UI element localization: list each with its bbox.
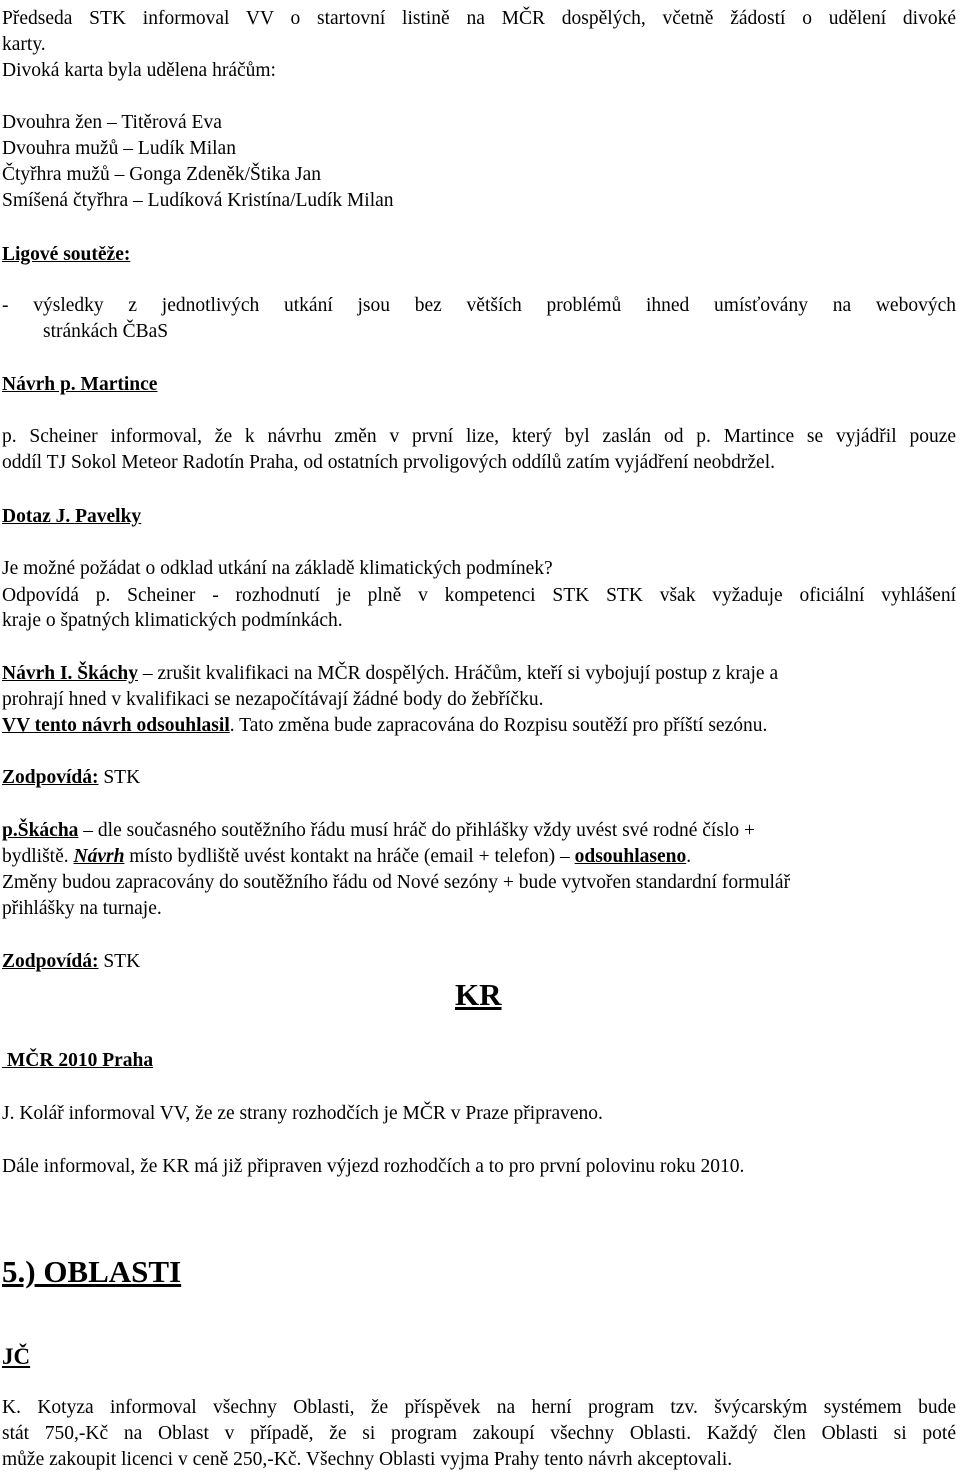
responsible-line — [2, 766, 140, 790]
wildcard-item: Dvouhra mužů – Ludík Milan — [2, 138, 236, 159]
oblasti-paragraph-line-3: může zakoupit licenci v ceně 250,-Kč. Všechny Oblasti vyjma Prahy tento návrh akceptovali. — [2, 1449, 733, 1470]
responsible-label: Zodpovídá: — [2, 951, 99, 972]
responsible-label: Zodpovídá: — [2, 767, 99, 788]
skacha-line-3: Změny budou zapracovány do soutěžního řádu od Nové sezóny + bude vytvořen standardní formulář — [2, 872, 791, 893]
responsible-value: STK — [98, 767, 141, 788]
pavelky-answer-line-2: kraje o špatných klimatických podmínkách. — [2, 610, 343, 631]
pavelky-heading: Dotaz J. Pavelky — [2, 506, 142, 527]
pavelky-answer-line-1: Odpovídá p. Scheiner - rozhodnutí je plně v kompetenci STK STK však vyžaduje oficiální vyhlášení — [2, 585, 956, 606]
skachy-line-3-text: . Tato změna bude zapracována do Rozpisu soutěží pro příští sezónu. — [229, 715, 768, 736]
skachy-line-1 — [2, 662, 778, 686]
kr-paragraph-1: J. Kolář informoval VV, že ze strany rozhodčích je MČR v Praze připraveno. — [2, 1103, 603, 1124]
league-result-line-1: - výsledky z jednotlivých utkání jsou bez větších problémů ihned umísťovány na webových — [2, 295, 956, 316]
responsible-value: STK — [98, 951, 141, 972]
skachy-text: – zrušit kvalifikaci na MČR dospělých. Hráčům, kteří si vybojují postup z kraje a — [138, 663, 779, 684]
pavelky-question: Je možné požádat o odklad utkání na základě klimatických podmínek? — [2, 558, 553, 579]
skacha-line-1 — [2, 819, 755, 843]
skacha-text: bydliště. — [2, 846, 74, 867]
skachy-line-3 — [2, 714, 767, 738]
skachy-agreed: VV tento návrh odsouhlasil — [2, 715, 230, 736]
responsible-line — [2, 950, 140, 974]
skacha-agreed: odsouhlaseno — [574, 846, 687, 867]
wildcard-item: Dvouhra žen – Titěrová Eva — [2, 112, 222, 133]
skacha-text: – dle současného soutěžního řádu musí hráč do přihlášky vždy uvést své rodné číslo + — [78, 820, 755, 841]
skacha-heading: p.Škácha — [2, 820, 79, 841]
wildcard-item: Čtyřhra mužů – Gonga Zdeněk/Štika Jan — [2, 164, 321, 185]
skacha-text: místo bydliště uvést kontakt na hráče (email + telefon) – — [124, 846, 575, 867]
kr-heading: KR — [455, 977, 502, 1012]
mcr-heading: MČR 2010 Praha — [2, 1050, 154, 1071]
martince-heading: Návrh p. Martince — [2, 374, 158, 395]
league-heading: Ligové soutěže: — [2, 244, 131, 265]
skacha-navrh: Návrh — [73, 846, 125, 867]
jc-heading: JČ — [2, 1344, 31, 1369]
league-result-line-2: stránkách ČBaS — [43, 321, 169, 342]
wildcard-item: Smíšená čtyřhra – Ludíková Kristína/Ludík Milan — [2, 190, 394, 211]
wildcard-intro: Divoká karta byla udělena hráčům: — [2, 60, 276, 81]
skacha-line-4: přihlášky na turnaje. — [2, 898, 162, 919]
skachy-line-2: prohrají hned v kvalifikaci se nezapočítávají žádné body do žebříčku. — [2, 689, 544, 710]
oblasti-paragraph-line-1: K. Kotyza informoval všechny Oblasti, že příspěvek na herní program tzv. švýcarským systémem bude — [2, 1397, 956, 1418]
stk-intro-line-2: karty. — [2, 34, 46, 55]
kr-paragraph-2: Dále informoval, že KR má již připraven výjezd rozhodčích a to pro první polovinu roku 2010. — [2, 1156, 745, 1177]
skachy-heading: Návrh I. Škáchy — [2, 663, 138, 684]
oblasti-paragraph-line-2: stát 750,-Kč na Oblast v případě, že si program zakoupí všechny Oblasti. Každý člen Oblasti si poté — [2, 1423, 956, 1444]
stk-intro-line-1: Předseda STK informoval VV o startovní listině na MČR dospělých, včetně žádostí o udělení divoké — [2, 8, 956, 29]
skacha-line-2 — [2, 845, 691, 869]
martince-line-2: oddíl TJ Sokol Meteor Radotín Praha, od ostatních prvoligových oddílů zatím vyjádření neobdržel. — [2, 452, 776, 473]
martince-line-1: p. Scheiner informoval, že k návrhu změn v první lize, který byl zaslán od p. Martince se vyjádřil pouze — [2, 426, 956, 447]
skacha-text: . — [686, 846, 692, 867]
oblasti-heading: 5.) OBLASTI — [2, 1254, 182, 1289]
